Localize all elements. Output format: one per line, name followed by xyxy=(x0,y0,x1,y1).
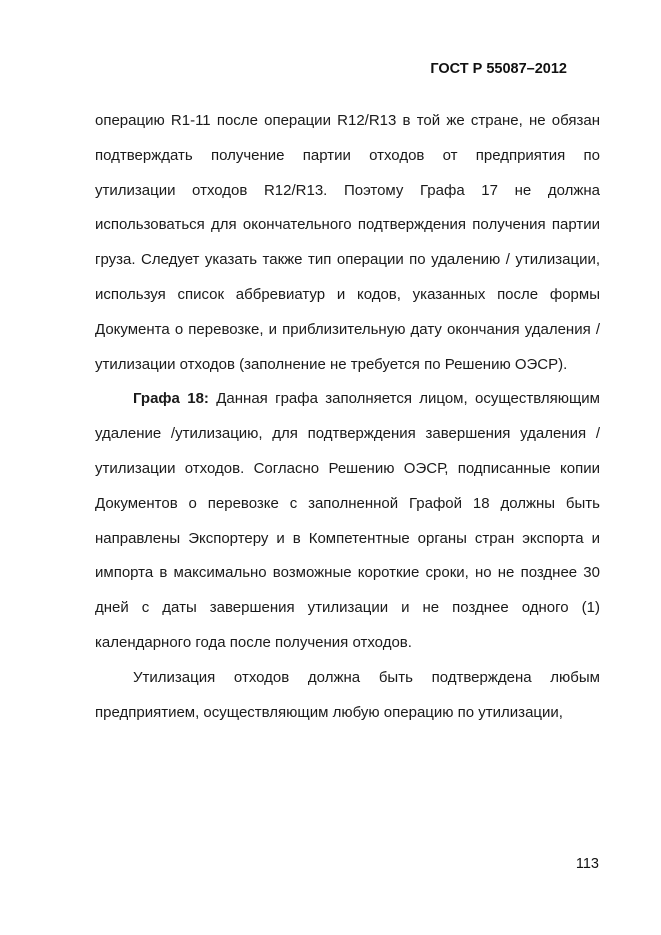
paragraph-utilization xyxy=(95,661,600,731)
paragraph-text: Данная графа заполняется лицом, осуществляющим удаление /утилизацию, для подтверждения завершения удаления / утилизации отходов. Согласно Решению ОЭСР, подписанные копии Документов о перевозке с заполненной Графой 18 должны быть направлены Экспортеру и в Компетентные органы стран экспорта и импорта в максимально возможные короткие сроки, но не позднее 30 дней с даты завершения утилизации и не позднее одного (1) календарного года после получения отходов. xyxy=(95,390,600,651)
paragraph-text: Утилизация отходов должна быть подтверждена любым предприятием, осуществляющим любую операцию по утилизации, xyxy=(95,668,600,721)
paragraph-graph-18 xyxy=(95,382,600,660)
page-number: 113 xyxy=(575,856,599,872)
paragraph-term: Графа 18: xyxy=(133,390,209,408)
paragraph-continuation xyxy=(95,104,600,382)
document-header: ГОСТ Р 55087–2012 xyxy=(430,61,567,77)
paragraph-text: операцию R1-11 после операции R12/R13 в той же стране, не обязан подтверждать получение партии отходов от предприятия по утилизации отходов R12/R13. Поэтому Графа 17 не должна использоваться для окончательного подтверждения получения партии груза. Следует указать также тип операции по удалению / утилизации, используя список аббревиатур и кодов, указанных после формы Документа о перевозке, и приблизительную дату окончания удаления / утилизации отходов (заполнение не требуется по Решению ОЭСР). xyxy=(95,112,600,373)
document-body xyxy=(95,104,600,730)
